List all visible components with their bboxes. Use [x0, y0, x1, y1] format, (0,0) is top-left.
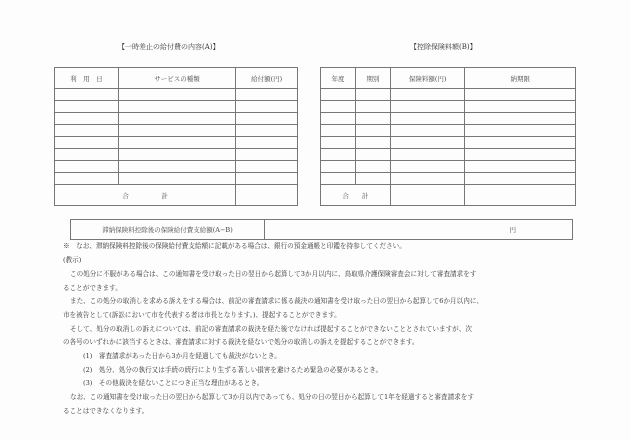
- period-cell: [355, 101, 390, 113]
- note-line: ※ なお、滞納保険料控除後の保険給付費支給額に記載がある場合は、銀行の預金通帳と印鑑を持参してください。: [63, 242, 406, 250]
- fiscal-year-cell: [321, 101, 356, 113]
- premium-amount-cell: [390, 101, 465, 113]
- fiscal-year-cell: [321, 113, 356, 125]
- net-payment-value: [265, 220, 572, 239]
- benefit-suspension-title: 【一時差止の給付費の内容(A)】: [118, 43, 220, 51]
- header-premium-amount: 保険料額(円): [390, 68, 465, 89]
- paragraph-4-line-1: なお、この通知書を受け取った日の翌日から起算して3か月以内であっても、処分の日の翌日から起算して1年を経過すると審査請求をす: [70, 393, 474, 401]
- table-header-row: [55, 68, 298, 89]
- paragraph-2-line-1: また、この処分の取消しを求める訴えをする場合は、前記の審査請求に係る裁決の通知書を受け取った日の翌日から起算して6か月以内に、: [70, 297, 484, 305]
- service-type-cell: [118, 173, 235, 185]
- net-payment-label: 滞納保険料控除後の保険給付費支給額(A−B): [71, 220, 265, 239]
- table-row: [55, 161, 298, 173]
- total-premium-amount: [390, 185, 465, 206]
- header-period: 期別: [355, 68, 390, 89]
- period-cell: [355, 149, 390, 161]
- period-cell: [355, 89, 390, 101]
- service-type-cell: [118, 149, 235, 161]
- table-row: [55, 101, 298, 113]
- header-due-date: 納期限: [465, 68, 576, 89]
- benefit-amount-cell: [236, 113, 298, 125]
- paragraph-3-line-2: の各号のいずれかに該当するときは、審査請求に対する裁決を経ないで処分の取消しの訴えを提起することができます。: [63, 338, 419, 346]
- benefit-amount-cell: [236, 161, 298, 173]
- due-date-cell: [465, 137, 576, 149]
- period-cell: [355, 137, 390, 149]
- due-date-cell: [465, 113, 576, 125]
- paragraph-1-line-2: ることができます。: [63, 284, 122, 292]
- fiscal-year-cell: [321, 149, 356, 161]
- usage-date-cell: [55, 173, 119, 185]
- service-type-cell: [118, 89, 235, 101]
- paragraph-4-line-2: ることはできなくなります。: [63, 407, 149, 415]
- fiscal-year-cell: [321, 173, 356, 185]
- premium-amount-cell: [390, 137, 465, 149]
- fiscal-year-cell: [321, 89, 356, 101]
- usage-date-cell: [55, 125, 119, 137]
- table-row: [321, 149, 576, 161]
- table-row: [321, 137, 576, 149]
- table-row: [55, 89, 298, 101]
- due-date-cell: [465, 101, 576, 113]
- table-row: [55, 173, 298, 185]
- benefit-amount-cell: [236, 137, 298, 149]
- deducted-premium-table: [320, 67, 576, 206]
- total-row: [55, 185, 298, 206]
- paragraph-3-line-1: そして、処分の取消しの訴えについては、前記の審査請求の裁決を経た後でなければ提起することができないこととされていますが、次: [70, 325, 472, 333]
- table-row: [321, 89, 576, 101]
- due-date-cell: [465, 149, 576, 161]
- usage-date-cell: [55, 113, 119, 125]
- usage-date-cell: [55, 137, 119, 149]
- header-usage-date: 利 用 日: [55, 68, 119, 89]
- benefit-suspension-table: [54, 67, 298, 206]
- service-type-cell: [118, 161, 235, 173]
- premium-amount-cell: [390, 113, 465, 125]
- table-row: [55, 137, 298, 149]
- due-date-cell: [465, 89, 576, 101]
- due-date-cell: [465, 173, 576, 185]
- table-row: [321, 161, 576, 173]
- total-benefit-amount: [236, 185, 298, 206]
- benefit-amount-cell: [236, 149, 298, 161]
- usage-date-cell: [55, 89, 119, 101]
- header-fiscal-year: 年度: [321, 68, 356, 89]
- net-payment-unit: 円: [509, 226, 516, 234]
- table-row: [321, 101, 576, 113]
- usage-date-cell: [55, 101, 119, 113]
- net-payment-box: [70, 219, 573, 240]
- period-cell: [355, 125, 390, 137]
- total-label: 合 計: [321, 185, 391, 206]
- usage-date-cell: [55, 149, 119, 161]
- service-type-cell: [118, 113, 235, 125]
- benefit-amount-cell: [236, 89, 298, 101]
- item-2: (2) 処分、処分の執行又は手続の続行により生ずる著しい損害を避けるため緊急の必要があるとき。: [83, 366, 383, 374]
- deducted-premium-title: 【控除保険料額(B)】: [410, 43, 477, 51]
- table-row: [321, 173, 576, 185]
- premium-amount-cell: [390, 173, 465, 185]
- paragraph-1-line-1: この処分に不服がある場合は、この通知書を受け取った日の翌日から起算して3か月以内に、鳥取県介護保険審査会に対して審査請求をす: [70, 270, 477, 278]
- service-type-cell: [118, 125, 235, 137]
- table-row: [55, 113, 298, 125]
- instruction-heading: (教示): [63, 256, 82, 264]
- benefit-amount-cell: [236, 173, 298, 185]
- premium-amount-cell: [390, 125, 465, 137]
- header-benefit-amount: 給付額(円): [236, 68, 298, 89]
- premium-amount-cell: [390, 149, 465, 161]
- fiscal-year-cell: [321, 125, 356, 137]
- period-cell: [355, 161, 390, 173]
- service-type-cell: [118, 101, 235, 113]
- item-1: (1) 審査請求があった日から3か月を経過しても裁決がないとき。: [83, 352, 281, 360]
- total-label: 合 計: [55, 185, 236, 206]
- fiscal-year-cell: [321, 137, 356, 149]
- period-cell: [355, 113, 390, 125]
- item-3: (3) その他裁決を経ないことにつき正当な理由があるとき。: [83, 379, 264, 387]
- total-row: [321, 185, 576, 206]
- total-due-date: [465, 185, 576, 206]
- benefit-amount-cell: [236, 125, 298, 137]
- table-row: [55, 125, 298, 137]
- usage-date-cell: [55, 161, 119, 173]
- paragraph-2-line-2: 市を被告として(訴訟において市を代表する者は市長となります。)、提起することができます。: [63, 311, 341, 319]
- service-type-cell: [118, 137, 235, 149]
- table-row: [321, 125, 576, 137]
- benefit-amount-cell: [236, 101, 298, 113]
- table-header-row: [321, 68, 576, 89]
- header-service-type: サービスの種類: [118, 68, 235, 89]
- table-row: [55, 149, 298, 161]
- fiscal-year-cell: [321, 161, 356, 173]
- table-row: [321, 113, 576, 125]
- premium-amount-cell: [390, 89, 465, 101]
- premium-amount-cell: [390, 161, 465, 173]
- due-date-cell: [465, 161, 576, 173]
- due-date-cell: [465, 125, 576, 137]
- period-cell: [355, 173, 390, 185]
